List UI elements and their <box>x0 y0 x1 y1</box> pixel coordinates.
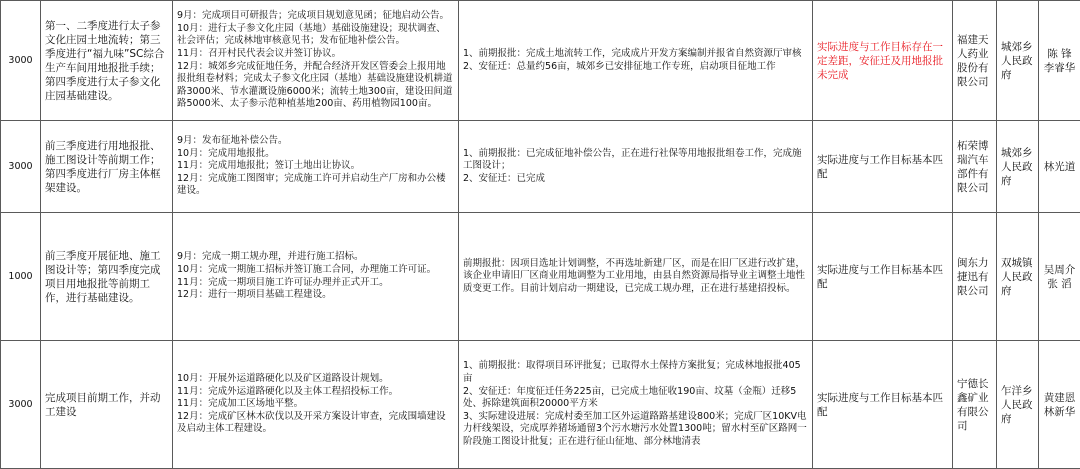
text-line: 林光道 <box>1043 160 1076 174</box>
text-line: 11月：完成一期项目施工许可证办理并正式开工。 <box>177 277 454 290</box>
text-line: 10月：开展外运道路硬化以及矿区道路设计规划。 <box>177 373 454 386</box>
government-cell: 双城镇人民政府 <box>997 213 1039 341</box>
text-line: 9月：完成项目可研报告；完成项目规划意见函；征地启动公告。 <box>177 10 454 23</box>
text-line: 林新华 <box>1043 405 1076 419</box>
work-goal-cell: 第一、二季度进行太子参文化庄园土地流转；第三季度进行“福九味”SC综合生产车间用地报批手续；第四季度进行太子参文化庄园基础建设。 <box>41 1 173 121</box>
enterprise-cell: 柘荣博瑞汽车部件有限公司 <box>953 121 997 213</box>
text-line: 前期报批：因项目选址计划调整，不再选址新建厂区，而是在旧厂区进行改扩建，该企业申请旧厂区商业用地调整为工业用地，由县自然资源局指导业主调整土地性质变更工作。目前计划启动一期建设，已完成工规办理，正在进行基建招投标。 <box>463 258 808 296</box>
table-row <box>1 121 1080 213</box>
table-row <box>1 1 1080 121</box>
monthly-plan-cell <box>173 121 459 213</box>
text-line: 11月：召开村民代表会议并签订协议。 <box>177 48 454 61</box>
enterprise-cell: 宁德长鑫矿业有限公司 <box>953 341 997 469</box>
text-line: 2、安征迁：已完成 <box>463 173 808 186</box>
government-cell: 乍洋乡人民政府 <box>997 341 1039 469</box>
responsible-person-cell <box>1039 213 1080 341</box>
investment-amount-cell: 3000 <box>1 1 41 121</box>
text-line: 3、实际建设进展：完成村委至加工区外运道路路基建设800米；完成厂区10KV电力杆线架设，完成厚养猪场通留3个污水塘污水处置1300吨；留水村至矿区路网一阶段施工图设计批复；正在进行征山征地、部分林地清表 <box>463 411 808 449</box>
text-line: 11月：完成外运道路硬化以及主体工程招投标工作。 <box>177 386 454 399</box>
responsible-person-cell <box>1039 341 1080 469</box>
enterprise-cell: 福建天人药业股份有限公司 <box>953 1 997 121</box>
evaluation-cell: 实际进度与工作目标基本匹配 <box>813 341 953 469</box>
evaluation-cell: 实际进度与工作目标基本匹配 <box>813 121 953 213</box>
text-line: 11月：完成用地报批；签订土地出让协议。 <box>177 160 454 173</box>
text-line: 11月：完成加工区场地平整。 <box>177 398 454 411</box>
work-goal-cell: 完成项目前期工作，并动工建设 <box>41 341 173 469</box>
monthly-plan-cell <box>173 213 459 341</box>
government-cell: 城郊乡人民政府 <box>997 121 1039 213</box>
text-line: 9月：发布征地补偿公告。 <box>177 135 454 148</box>
responsible-person-cell <box>1039 1 1080 121</box>
text-line: 12月：进行一期项目基础工程建设。 <box>177 289 454 302</box>
text-line: 陈 锋 <box>1043 47 1076 61</box>
text-line: 10月：完成一期施工招标并签订施工合同，办理施工许可证。 <box>177 264 454 277</box>
text-line: 9月：完成一期工规办理，并进行施工招标。 <box>177 251 454 264</box>
monthly-plan-cell <box>173 341 459 469</box>
text-line: 2、安征迁：年度征迁任务225亩，已完成土地征收190亩、坟墓（金瓶）迁移5处、拆除建筑面积20000平方米 <box>463 386 808 411</box>
government-cell: 城郊乡人民政府 <box>997 1 1039 121</box>
investment-amount-cell: 3000 <box>1 341 41 469</box>
table-row <box>1 341 1080 469</box>
text-line: 12月：完成矿区林木砍伐以及开采方案设计审查，完成围墙建设及启动主体工程建设。 <box>177 411 454 436</box>
progress-cell <box>459 1 813 121</box>
progress-cell <box>459 121 813 213</box>
text-line: 李睿华 <box>1043 61 1076 75</box>
text-line: 吴周介 <box>1043 263 1076 277</box>
investment-amount-cell: 3000 <box>1 121 41 213</box>
enterprise-cell: 闽东力捷迅有限公司 <box>953 213 997 341</box>
progress-cell <box>459 213 813 341</box>
text-line: 张 滔 <box>1043 277 1076 291</box>
work-goal-cell: 前三季度进行用地报批、施工图设计等前期工作；第四季度进行厂房主体框架建设。 <box>41 121 173 213</box>
monthly-plan-cell <box>173 1 459 121</box>
table-row <box>1 213 1080 341</box>
text-line: 1、前期报批：已完成征地补偿公告，正在进行社保等用地报批组卷工作，完成施工图设计； <box>463 148 808 173</box>
text-line: 1、前期报批：取得项目环评批复；已取得水土保持方案批复；完成林地报批405亩 <box>463 360 808 385</box>
work-goal-cell: 前三季度开展征地、施工图设计等；第四季度完成项目用地报批等前期工作，进行基础建设。 <box>41 213 173 341</box>
progress-cell <box>459 341 813 469</box>
evaluation-cell: 实际进度与工作目标基本匹配 <box>813 213 953 341</box>
text-line: 12月：城郊乡完成征地任务，并配合经济开发区管委会上报用地报批组卷材料；完成太子参文化庄园（基地）基础设施建设机耕道路3000米、节水灌溉设施6000米；流转土地300亩，建设田间道路5000米、太子参示范种植基地200亩、药用植物园100亩。 <box>177 61 454 111</box>
text-line: 10月：完成用地报批。 <box>177 148 454 161</box>
text-line: 1、前期报批：完成土地流转工作，完成成片开发方案编制并报省自然资源厅审核 <box>463 48 808 61</box>
text-line: 10月：进行太子参文化庄园（基地）基础设施建设；现状调查、社会评估；完成林地审核意见书；发布征地补偿公告。 <box>177 23 454 48</box>
evaluation-cell: 实际进度与工作目标存在一定差距，安征迁及用地报批未完成 <box>813 1 953 121</box>
text-line: 2、安征迁：总量约56亩，城郊乡已安排征地工作专班，启动项目征地工作 <box>463 61 808 74</box>
investment-amount-cell: 1000 <box>1 213 41 341</box>
responsible-person-cell <box>1039 121 1080 213</box>
text-line: 12月：完成施工图图审；完成施工许可并启动生产厂房和办公楼建设。 <box>177 173 454 198</box>
text-line: 黄建恩 <box>1043 391 1076 405</box>
